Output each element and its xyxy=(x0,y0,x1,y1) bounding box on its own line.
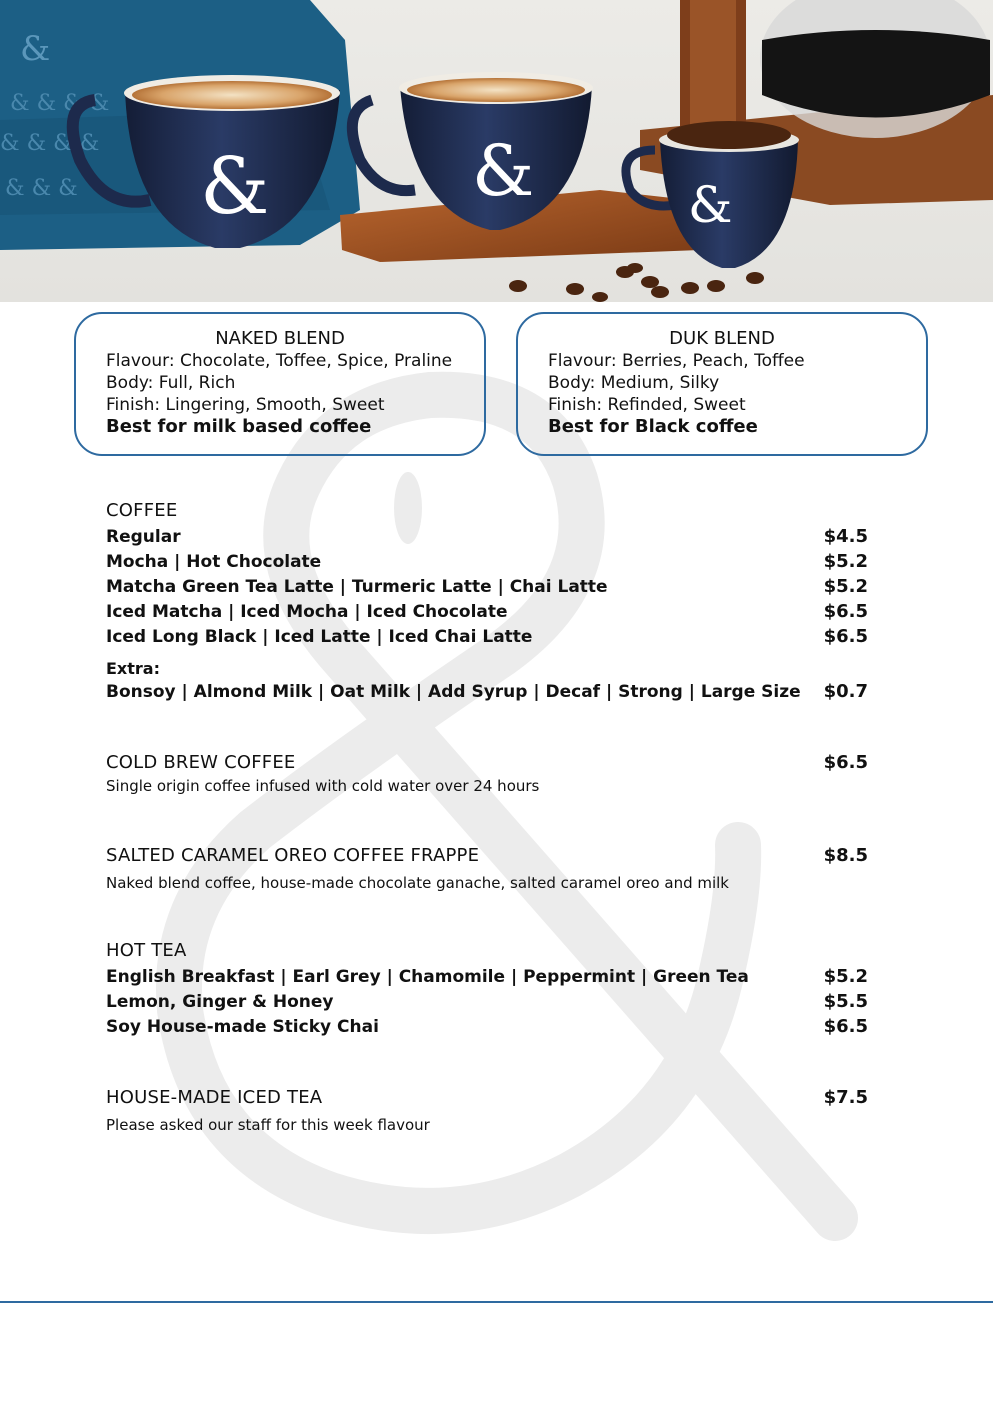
naked-blend-card xyxy=(74,312,486,456)
menu-item-price: $5.2 xyxy=(823,551,868,572)
menu-item xyxy=(106,966,868,988)
frappe-row xyxy=(106,845,868,867)
svg-text:&: & xyxy=(20,29,51,69)
frappe-price: $8.5 xyxy=(823,845,868,866)
menu-item-price: $6.5 xyxy=(823,1016,868,1037)
naked-blend-title: NAKED BLEND xyxy=(215,328,345,349)
menu-item-name: Mocha | Hot Chocolate xyxy=(106,552,322,572)
menu-item xyxy=(106,1016,868,1038)
hero-photo xyxy=(0,0,993,302)
menu-item-price: $5.2 xyxy=(823,576,868,597)
menu-item-price: $6.5 xyxy=(823,626,868,647)
footer-divider xyxy=(0,1301,993,1303)
naked-blend-body: Body: Full, Rich xyxy=(106,373,236,393)
menu-item-name: Matcha Green Tea Latte | Turmeric Latte | Chai Latte xyxy=(106,577,608,597)
svg-text:& & & &: & & & & xyxy=(10,91,110,116)
cold-brew-heading: COLD BREW COFFEE xyxy=(106,752,296,773)
cold-brew-row xyxy=(106,752,868,774)
menu-item-name: Soy House-made Sticky Chai xyxy=(106,1017,379,1037)
coffee-heading: COFFEE xyxy=(106,500,178,521)
iced-tea-description: Please asked our staff for this week flavour xyxy=(106,1116,430,1134)
menu-item-price: $6.5 xyxy=(823,601,868,622)
duk-blend-card xyxy=(516,312,928,456)
svg-text:& & & &: & & & & xyxy=(0,131,100,156)
iced-tea-price: $7.5 xyxy=(823,1087,868,1108)
svg-text:&: & xyxy=(200,142,270,232)
menu-item xyxy=(106,626,868,648)
duk-blend-body: Body: Medium, Silky xyxy=(548,373,720,393)
menu-item xyxy=(106,601,868,623)
menu-item xyxy=(106,551,868,573)
cold-brew-price: $6.5 xyxy=(823,752,868,773)
svg-text:& & &: & & & xyxy=(5,176,78,201)
menu-item-price: $4.5 xyxy=(823,526,868,547)
extra-label: Extra: xyxy=(106,659,160,678)
extra-item xyxy=(106,681,868,703)
menu-item xyxy=(106,991,868,1013)
svg-text:&: & xyxy=(472,130,535,212)
naked-blend-flavour: Flavour: Chocolate, Toffee, Spice, Praline xyxy=(106,351,453,371)
menu-item-name: Iced Long Black | Iced Latte | Iced Chai Latte xyxy=(106,627,533,647)
menu-item-name: Lemon, Ginger & Honey xyxy=(106,992,334,1012)
menu-item-name: English Breakfast | Earl Grey | Chamomile | Peppermint | Green Tea xyxy=(106,967,749,987)
menu-item-price: $5.2 xyxy=(823,966,868,987)
menu-item-name: Regular xyxy=(106,527,181,547)
iced-tea-row xyxy=(106,1087,868,1109)
duk-blend-best: Best for Black coffee xyxy=(548,416,758,437)
extra-item-price: $0.7 xyxy=(823,681,868,702)
duk-blend-title: DUK BLEND xyxy=(669,328,775,349)
frappe-description: Naked blend coffee, house-made chocolate ganache, salted caramel oreo and milk xyxy=(106,874,729,892)
extra-item-names: Bonsoy | Almond Milk | Oat Milk | Add Syrup | Decaf | Strong | Large Size xyxy=(106,682,801,702)
menu-item xyxy=(106,576,868,598)
hot-tea-heading: HOT TEA xyxy=(106,940,187,961)
menu-item-name: Iced Matcha | Iced Mocha | Iced Chocolate xyxy=(106,602,508,622)
naked-blend-finish: Finish: Lingering, Smooth, Sweet xyxy=(106,395,385,415)
iced-tea-heading: HOUSE-MADE ICED TEA xyxy=(106,1087,323,1108)
svg-text:&: & xyxy=(688,176,733,234)
duk-blend-finish: Finish: Refinded, Sweet xyxy=(548,395,746,415)
menu-item xyxy=(106,526,868,548)
duk-blend-flavour: Flavour: Berries, Peach, Toffee xyxy=(548,351,805,371)
frappe-heading: SALTED CARAMEL OREO COFFEE FRAPPE xyxy=(106,845,480,866)
naked-blend-best: Best for milk based coffee xyxy=(106,416,372,437)
cold-brew-description: Single origin coffee infused with cold water over 24 hours xyxy=(106,777,540,795)
menu-item-price: $5.5 xyxy=(823,991,868,1012)
